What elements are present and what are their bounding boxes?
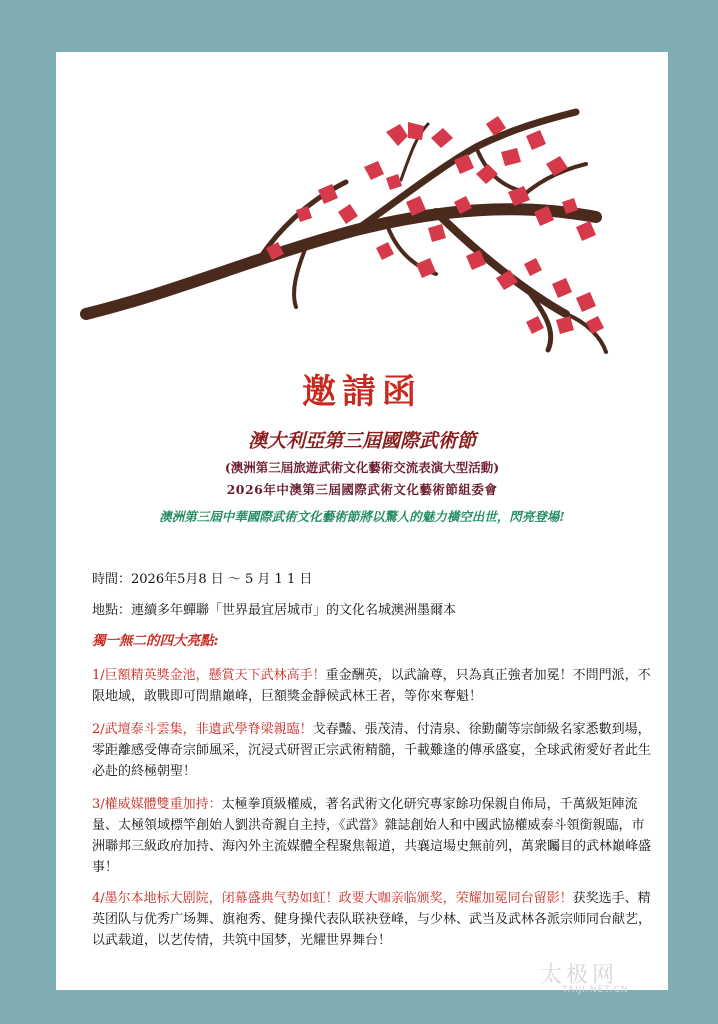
invitation-title: 邀請函 [302,372,422,412]
site-watermark [540,958,629,995]
event-time: 時間：2026年5月8 日 ～ 5 月 1 1 日 [92,572,313,587]
highlight-item-4 [92,888,652,951]
highlight-item-2 [92,719,652,782]
watermark-url: TAIJI.NET.CN [562,985,629,995]
highlight-item-3 [92,794,652,878]
highlight-body: 获奖选手、精英团队与优秀广场舞、旗袍秀、健身操代表队联袂登峰，与少林、武当及武林各派宗师同台献艺，以武载道，以艺传情，共筑中国梦，光耀世界舞台！ [92,891,652,948]
event-name: 澳大利亞第三屆國際武術節 [247,430,476,452]
highlight-body: 太極拳頂級權威，著名武術文化研究專家餘功保親自佈局，千萬級矩陣流量、太極領域標竿創始人劉洪奇親自主持，《武當》雜誌創始人和中國武協權威泰斗領銜親臨，市洲聯邦三級政府加持、海內外主流媒體全程聚焦報道，共襄這場史無前列，萬衆矚目的武林巔峰盛事！ [92,797,652,875]
highlight-body: 重金酬英，以武論尊，只為真正強者加冕！不問門派，不限地域，敢戰即可問鼎巔峰，巨額獎金靜候武林王者，等你來奪魁！ [92,668,651,704]
highlight-body: 戈春豔、張茂清、付清泉、徐勤蘭等宗師級名家悉數到場，零距離感受傳奇宗師風采，沉浸式研習正宗武術精髓，千載難逢的傳承盛宴，全球武術愛好者此生必赴的終極朝聖！ [92,722,652,779]
event-description: (澳洲第三屆旅遊武術文化藝術交流表演大型活動) [224,460,500,475]
event-place: 地點：連續多年蟬聯「世界最宜居城市」的文化名城澳洲墨爾本 [92,603,457,618]
highlight-item-1 [92,665,652,707]
organizing-committee: 2026年中澳第三屆國際武術文化藝術節組委會 [226,482,498,497]
highlight-lead: 1/巨額精英獎金池，懸賞天下武林高手！ [92,668,326,683]
plum-blossom-branch-illustration [56,52,668,372]
watermark-logo: 太极网 [540,963,619,988]
highlight-lead: 3/權威媒體雙重加持： [92,797,222,812]
tagline: 澳洲第三屆中華國際武術文化藝術節將以驚人的魅力橫空出世，閃亮登場! [159,509,565,524]
highlights-heading: 獨一無二的四大亮點: [92,633,219,649]
highlight-lead: 2/武壇泰斗雲集，非遺武學脊梁親臨！ [92,722,313,737]
invitation-card [56,52,668,990]
highlight-lead: 4/墨尔本地标大剧院，闭幕盛典气势如虹！政要大咖亲临颁奖，荣耀加冕同台留影！ [92,891,573,906]
